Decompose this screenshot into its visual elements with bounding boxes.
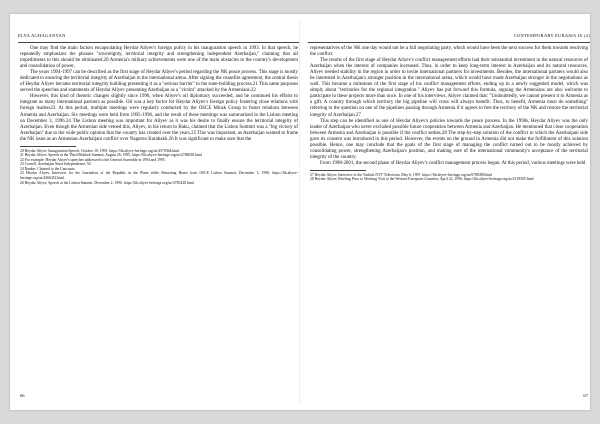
footnote-rule-left <box>20 146 76 147</box>
running-head-left: ELYA AGHAGANYAN <box>18 33 66 38</box>
footnote: 23 Cornell, Azerbaijan Since Independence, 92. <box>20 162 92 167</box>
paragraph: From 1998-2001, the second phase of Heydar Aliyev's conflict management process began. At this period, various meetings were held <box>320 160 586 166</box>
paragraph: One may find the main factors encapsulating Heydar Aliyev's foreign policy in his inauguration speech in 1993. In that speech, he repeatedly emphasizes the phrases "sovereignty, territorial integrity and strengthening independent Azerbaijan," claiming that all impediments to this should be eliminated.20 Armenia's military achievements were one of the main obstacles to the country's development and consolidation of power. <box>20 46 298 70</box>
right-page-body <box>310 46 588 182</box>
footnote: 27 Heydar Aliyev, Interview to the Turkish NTV Television, May 6, 1997, https://lib.aliyev-heritage.org/az/6788490.html <box>310 172 493 177</box>
page-number-right: 67 <box>583 393 588 398</box>
gutter <box>299 20 300 404</box>
footnote: 24 Ranker, Claimed to the Caucasus. <box>20 166 76 171</box>
page-number-left: 66 <box>20 393 25 398</box>
footnote: 26 Heydar Aliyev, Speech at the Lisbon Summit, December 2, 1996. https://lib.aliyev-heritage.org/az/3785438.html <box>20 180 194 185</box>
paragraph: representatives of the NK one day would not be a full negotiating party, which would have been the next success for them towards resolving the conflict. <box>310 46 588 58</box>
book-spread <box>10 14 590 410</box>
paragraph: The results of the first stage of Heydar Aliyev's conflict management efforts had their substantial investment in the natural resources of Azerbaijan when the interest of companies increased. Thus, in order to keep long-term interest in Azerbaijan and its natural resources, Aliyev needed stability in the region in order to invite international partners for investments. Besides, the international partners would also be interested in Azerbaijan's stronger position in the international arena, which would have made Azerbaijan stronger in the negotiations as well. This became a milestone of the first stage of his conflict management efforts, ending up in a newly suggested model, which was simply about "territories for the regional integration." Aliyev has put forward this formula, arguing the Armenians are also welcome to participate in these projects more than once. In one of his interviews, Aliyev claimed that: "Undoubtedly, we cannot present it to Armenia as a gift. A country through which territory the big pipeline will cross will always benefit. Thus, to benefit, Armenia must do something" referring to the question on one of the pipelines passing through Armenia if it agrees to free the territory of the NK and restore the territorial integrity of Azerbaijan.27 <box>310 58 588 118</box>
footnote: 20 Heydar Aliyev, Inauguration Speech, October 10, 1993, https://lib.aliyev-heritage.org/az/4570364.html. <box>20 148 181 153</box>
footnotes-left <box>20 149 298 185</box>
footnote: 22 For example: Heydar Aliyev's speeches addressed to the General Assembly in 1994 and 1995. <box>20 157 166 162</box>
paragraph: However, this kind of rhetoric changes slightly since 1996, when Aliyev's oil diplomacy succeeded, and he continued his efforts to integrate as many international partners as possible. Oil was a key factor for Heydar Aliyev's foreign policy fostering close relations with foreign leaders23. At this period, multiple meetings were regularly conducted by the OSCE Minsk Group to foster relations between Armenia and Azerbaijan. Six meetings were held from 1995-1996, and the result of these meetings was summarized in the Lisbon meeting on December 3, 1996.24 The Lisbon meeting was important for Aliyev as it was his desire to finally ensure the territorial integrity of Azerbaijan. Even though the Armenian side vetoed this, Aliyev, in his return to Baku, claimed that the Lisbon Summit was a "big victory of Azerbaijan" due to the wide public opinion that the country has created over the years.25 This was important, as Azerbaijan wanted to frame the NK issue as an Armenian-Azerbaijani conflict over Nagorno Karabakh.26 It was significant to make sure that the <box>20 94 298 142</box>
left-page-body <box>20 46 298 185</box>
right-page <box>308 14 590 410</box>
header-rule-left <box>18 42 300 43</box>
footnote: 28 Heydar Aliyev, Briefing Prior to Working Visit to the Western European Countries, April 22, 1996, https://lib.aliyev-heritage.org/az/2118305.html <box>310 177 534 182</box>
left-page <box>18 14 300 410</box>
footnote: 21 Heydar Aliyev, Speech at the Third Bishkek Summit, August 26, 1995, https://lib.aliyev-heritage.org/az/2786058.html <box>20 153 202 158</box>
footnote-rule-right <box>310 170 366 171</box>
paragraph: The years 1994-1997 can be described as the first stage of Heydar Aliyev's period regarding the NK peace process. This stage is mostly dedicated to ensuring the territorial integrity of Azerbaijan in the international arena. After signing the ceasefire agreement, the central thesis of Heydar Aliyev became territorial integrity building presenting it as a "serious barrier" to the state-building process.21 This same purposes served the speeches and statements of Heydar Aliyev presenting Azerbaijan as a "victim" attacked by the Armenians.22 <box>20 70 298 94</box>
footnotes-right <box>310 173 588 182</box>
paragraph: This step can be identified as one of Heydar Aliyev's policies towards the peace process. In the 1990s, Heydar Aliyev was the only leader of Azerbaijan who never excluded possible future cooperation between Armenia and Azerbaijan. He mentioned that close cooperation between Armenia and Azerbaijan is possible if the conflict settles.28 The step-by-step solution of the conflict to which the Azerbaijani side gave its consent was introduced in this period. However, the events on the ground in Armenia did not make the fulfillment of this solution possible. Hence, one may conclude that the goals of the first stage of managing the conflict turned out to be mostly achieved by consolidating power, strengthening Azerbaijan's position, and making sure of the international community's acceptance of the territorial integrity of the country. <box>310 118 588 160</box>
footnote: 25 Heydar Aliyev, Interview for the Journalists of the Republic in the Plane while Returning Home from OSCE Lisbon Summit, December 3, 1996, https://lib.aliyev-heritage.org/az/4466452.html. <box>20 171 298 181</box>
running-head-right: CONTEMPORARY EURASIA IX (2) <box>513 33 590 38</box>
header-rule-right <box>308 42 590 43</box>
